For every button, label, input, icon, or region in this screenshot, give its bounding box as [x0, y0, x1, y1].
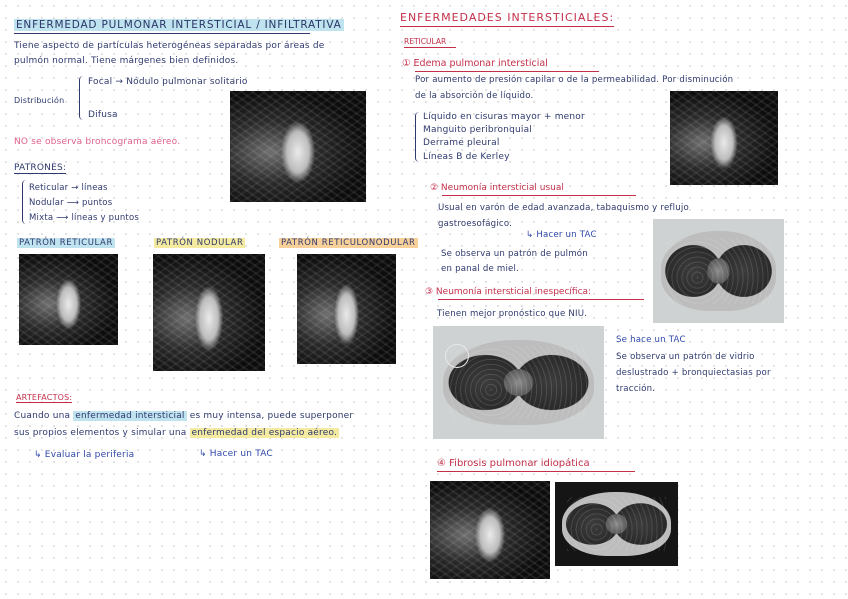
ct-fibrosis [555, 482, 678, 566]
s2-line-2: gastroesofágico. [438, 219, 513, 229]
left-title: ENFERMEDAD PULMONAR INTERSTICIAL / INFILTRATIVA [16, 19, 342, 31]
intro-line-1: Tiene aspecto de partículas heterogéneas separadas por áreas de [14, 41, 325, 51]
distribucion-label: Distribución [14, 96, 65, 105]
s4-title: ④ Fibrosis pulmonar idiopática [437, 458, 590, 469]
chest-xray-main [230, 91, 366, 202]
distribucion-brace [79, 76, 86, 120]
s3-line-3: deslustrado + bronquiectasias por [616, 368, 771, 378]
artefactos-title: ARTEFACTOS: [16, 393, 73, 402]
s3-underline [438, 299, 644, 300]
s2-tac: ↳ Hacer un TAC [526, 230, 597, 240]
hacer-tac-left: ↳ Hacer un TAC [199, 449, 273, 459]
s1-underline [415, 71, 599, 72]
label-patron-nodular: PATRÓN NODULAR [156, 238, 244, 248]
ct-neumonia-usual [653, 219, 784, 323]
label-patron-reticulonodular: PATRÓN RETICULONODULAR [281, 238, 416, 248]
label-patron-reticular: PATRÓN RETICULAR [19, 238, 113, 248]
xray-patron-nodular [153, 254, 265, 371]
difusa-text: Difusa [88, 110, 118, 120]
s3-tac: Se hace un TAC [616, 335, 686, 345]
ct-neumonia-inespecifica [433, 326, 604, 439]
xray-patron-reticulonodular [297, 254, 396, 364]
s1-line-2: de la absorción de líquido. [415, 91, 534, 101]
patrones-title: PATRONES: [14, 163, 67, 173]
reticular-label: RETICULAR [404, 37, 447, 46]
xray-patron-reticular [19, 254, 118, 345]
evaluar-periferia: ↳ Evaluar la periferia [34, 450, 135, 460]
s2-line-4: en panal de miel. [441, 264, 520, 274]
right-title-underline [400, 26, 614, 27]
s2-underline [442, 195, 636, 196]
s3-line-2: Se observa un patrón de vidrio [616, 352, 755, 362]
s3-line-1: Tienen mejor pronóstico que NIU. [437, 309, 588, 319]
left-title-underline [14, 33, 310, 34]
s3-line-4: tracción. [616, 384, 656, 394]
right-title: ENFERMEDADES INTERSTICIALES: [400, 11, 615, 24]
s1-item-3: Derrame pleural [423, 138, 500, 148]
s2-title: ② Neumonía intersticial usual [430, 183, 564, 193]
no-broncograma-note: NO se observa broncograma aéreo. [14, 137, 181, 147]
s1-title: ① Edema pulmonar intersticial [402, 58, 548, 69]
focal-text: Focal → Nódulo pulmonar solitario [88, 77, 248, 87]
s1-item-2: Manguito peribronquial [423, 125, 533, 135]
patrones-brace [22, 180, 28, 224]
s1-item-1: Líquido en cisuras mayor + menor [423, 112, 585, 122]
s3-title: ③ Neumonía intersticial inespecífica: [425, 287, 592, 297]
lesion-circle [445, 344, 469, 368]
s1-item-4: Líneas B de Kerley [423, 152, 510, 162]
xray-fibrosis [430, 481, 550, 579]
s4-underline [437, 471, 635, 472]
s2-line-1: Usual en varón de edad avanzada, tabaquismo y reflujo [438, 203, 689, 213]
s2-line-3: Se observa un patrón de pulmón [441, 249, 588, 259]
artefactos-line-2: sus propios elementos y simular una enfermedad del espacio aéreo. [14, 428, 338, 438]
patron-item-nodular: Nodular ⟶ puntos [29, 198, 113, 208]
patron-item-mixta: Mixta ⟶ líneas y puntos [29, 213, 139, 223]
s1-brace [415, 112, 421, 162]
patron-item-reticular: Reticular → líneas [29, 183, 108, 193]
reticular-underline [404, 47, 456, 48]
intro-line-2: pulmón normal. Tiene márgenes bien definidos. [14, 56, 239, 66]
artefactos-line-1: Cuando una enfermedad intersticial es muy intensa, puede superponer [14, 411, 354, 421]
xray-edema [670, 91, 778, 185]
s1-line-1: Por aumento de presión capilar o de la permeabilidad. Por disminución [415, 75, 734, 85]
